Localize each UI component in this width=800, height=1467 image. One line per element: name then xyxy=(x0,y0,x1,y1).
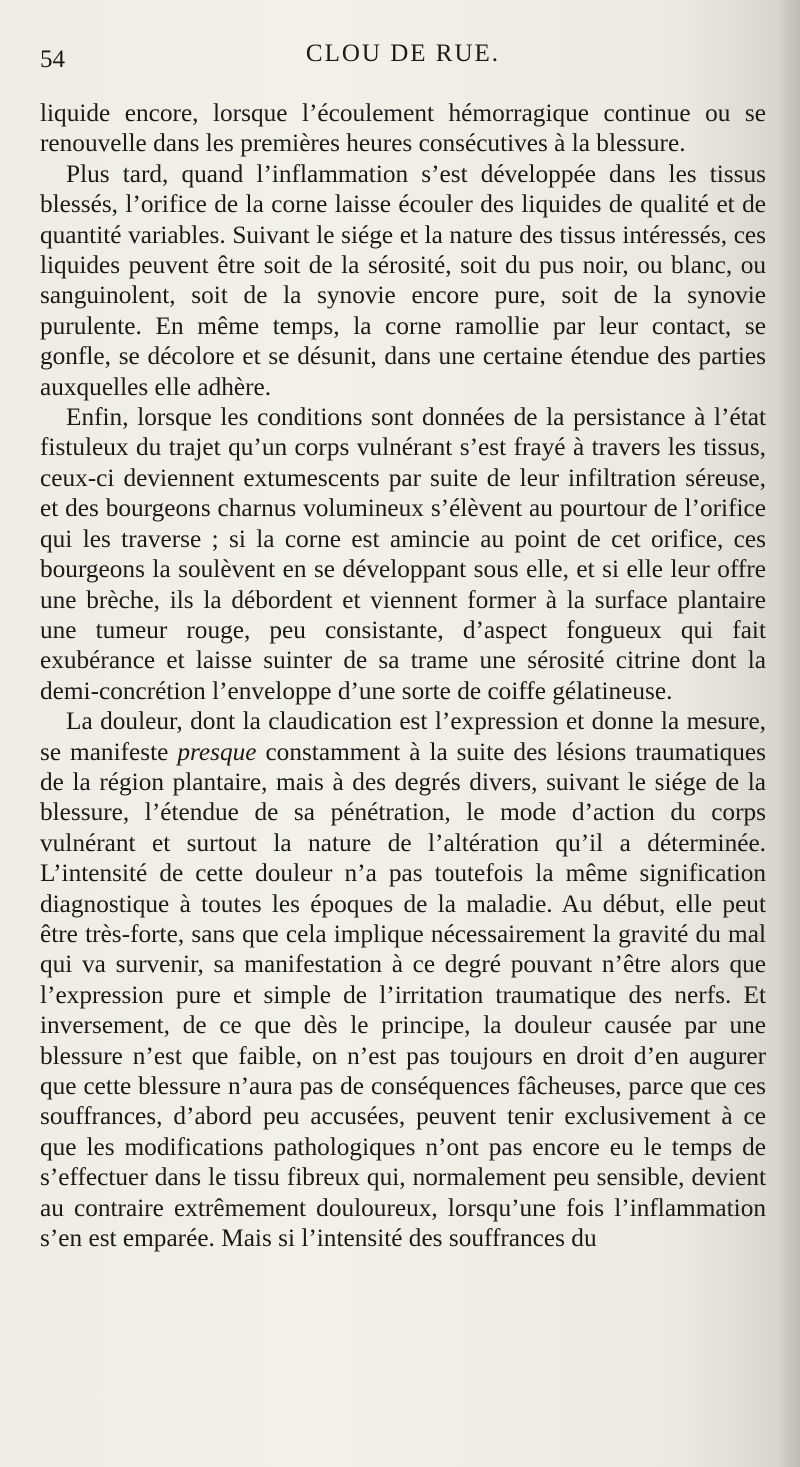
paragraph-douleur-start: La douleur, dont la claudication est l’expression et donne la mesure, se manifeste xyxy=(40,707,766,766)
page-number: 54 xyxy=(40,46,65,73)
paragraph-inflammation: Plus tard, quand l’inflammation s’est développée dans les tissus blessés, l’orifice de la corne laisse écouler des liquides de qualité et de quantité variables. Suivant le siége et la nature des tissus intéressés, ces liquides peuvent être soit de la sérosité, soit du pus noir, ou blanc, ou sanguinolent, soit de la synovie encore pure, soit de la synovie purulente. En même temps, la corne ramollie par leur contact, se gonfle, se décolore et se désunit, dans une certaine étendue des parties auxquelles elle adhère. xyxy=(40,159,766,401)
paragraph-continuation: liquide encore, lorsque l’écoulement hémorragique continue ou se renouvelle dans les premières heures consécutives à la blessure. xyxy=(40,99,766,158)
running-head xyxy=(40,24,766,73)
emphasis-presque: presque xyxy=(177,737,257,766)
body-text xyxy=(40,98,766,1253)
paragraph-douleur-rest: constamment à la suite des lésions traumatiques de la région plantaire, mais à des degrés divers, suivant le siége de la blessure, l’étendue de sa pénétration, le mode d’action du corps vulnérant et surtout la nature de l’altération qu’il a déterminée. L’intensité de cette douleur n’a pas toutefois la même signification diagnostique à toutes les époques de la maladie. Au début, elle peut être très-forte, sans que cela implique nécessairement la gravité du mal qui va survenir, sa manifestation à ce degré pouvant n’être alors que l’expression pure et simple de l’irritation traumatique des nerfs. Et inversement, de ce que dès le principe, la douleur causée par une blessure n’est que faible, on n’est pas toujours en droit d’en augurer que cette blessure n’aura pas de conséquences fâcheuses, parce que ces souffrances, d’abord peu accusées, peuvent tenir exclusivement à ce que les modifications pathologiques n’ont pas encore eu le temps de s’effectuer dans le tissu fibreux qui, normalement peu sensible, devient au contraire extrêmement douloureux, lorsqu’une fois l’inflammation s’en est emparée. Mais si l’intensité des souffrances du xyxy=(40,737,766,1253)
running-title: CLOU DE RUE. xyxy=(305,40,501,67)
paragraph-fistula: Enfin, lorsque les conditions sont données de la persistance à l’état fistuleux du trajet qu’un corps vulnérant s’est frayé à travers les tissus, ceux-ci deviennent extumescents par suite de leur infiltration séreuse, et des bourgeons charnus volumineux s’élèvent au pourtour de l’orifice qui les traverse ; si la corne est amincie au point de cet orifice, ces bourgeons la soulèvent en se développant sous elle, et si elle leur offre une brèche, ils la débordent et viennent former à la surface plantaire une tumeur rouge, peu consistante, d’aspect fongueux qui fait exubérance et laisse suinter de sa trame une sérosité citrine dont la demi-concrétion l’enveloppe d’une sorte de coiffe gélatineuse. xyxy=(40,403,766,705)
paragraph-douleur xyxy=(40,706,766,1253)
